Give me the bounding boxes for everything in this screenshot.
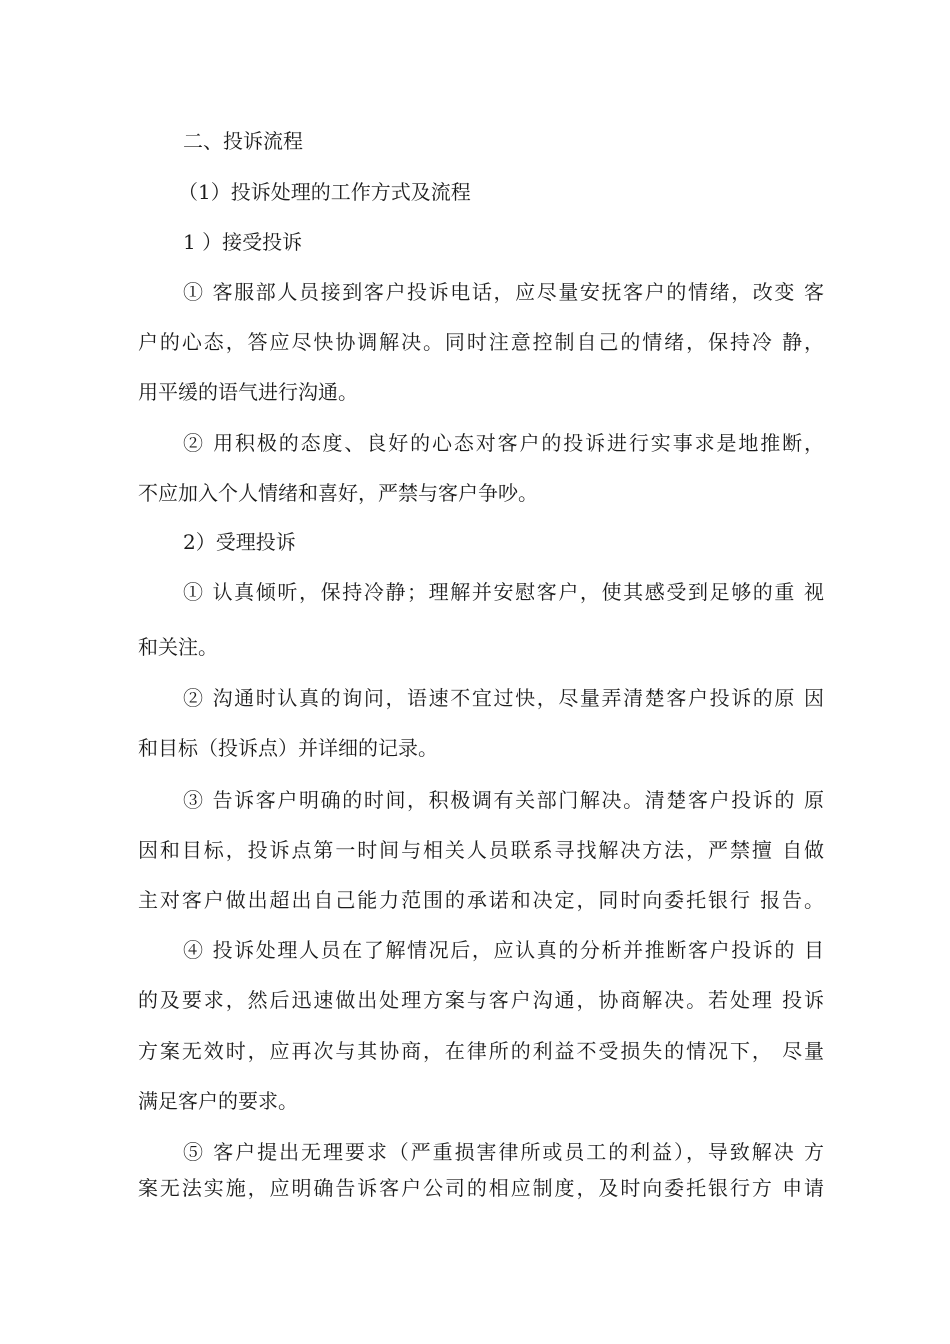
paragraph-line: 的及要求，然后迅速做出处理方案与客户沟通，协商解决。若处理 投诉 [138, 988, 824, 1012]
paragraph-line: 不应加入个人情绪和喜好，严禁与客户争吵。 [138, 481, 538, 505]
paragraph-line: 方案无效时，应再次与其协商，在律所的利益不受损失的情况下， 尽量 [138, 1039, 824, 1063]
paragraph-line: 用平缓的语气进行沟通。 [138, 380, 358, 404]
paragraph-line: 因和目标，投诉点第一时间与相关人员联系寻找解决方法，严禁擅 自做 [138, 838, 824, 862]
paragraph-line: ③ 告诉客户明确的时间，积极调有关部门解决。清楚客户投诉的 原 [183, 788, 824, 812]
step-heading-1: 1 ）接受投诉 [183, 230, 303, 254]
section-heading: 二、投诉流程 [183, 129, 303, 153]
paragraph-line: 户的心态，答应尽快协调解决。同时注意控制自己的情绪，保持冷 静， [138, 330, 824, 354]
paragraph-line: ⑤ 客户提出无理要求（严重损害律所或员工的利益），导致解决 方 [183, 1140, 824, 1164]
step-heading-2: 2）受理投诉 [183, 530, 296, 554]
paragraph-line: ① 认真倾听，保持冷静；理解并安慰客户，使其感受到足够的重 视 [183, 580, 824, 604]
paragraph-line: ② 沟通时认真的询问，语速不宜过快，尽量弄清楚客户投诉的原 因 [183, 686, 824, 710]
paragraph-line: 和目标（投诉点）并详细的记录。 [138, 736, 438, 760]
paragraph-line: 案无法实施，应明确告诉客户公司的相应制度，及时向委托银行方 申请 [138, 1176, 824, 1200]
subsection-heading: （1）投诉处理的工作方式及流程 [178, 180, 471, 204]
paragraph-line: ① 客服部人员接到客户投诉电话，应尽量安抚客户的情绪，改变 客 [183, 280, 824, 304]
paragraph-line: ② 用积极的态度、良好的心态对客户的投诉进行实事求是地推断， [183, 431, 824, 455]
paragraph-line: ④ 投诉处理人员在了解情况后，应认真的分析并推断客户投诉的 目 [183, 938, 824, 962]
paragraph-line: 主对客户做出超出自己能力范围的承诺和决定，同时向委托银行 报告。 [138, 888, 824, 912]
paragraph-line: 满足客户的要求。 [138, 1089, 298, 1113]
paragraph-line: 和关注。 [138, 635, 218, 659]
